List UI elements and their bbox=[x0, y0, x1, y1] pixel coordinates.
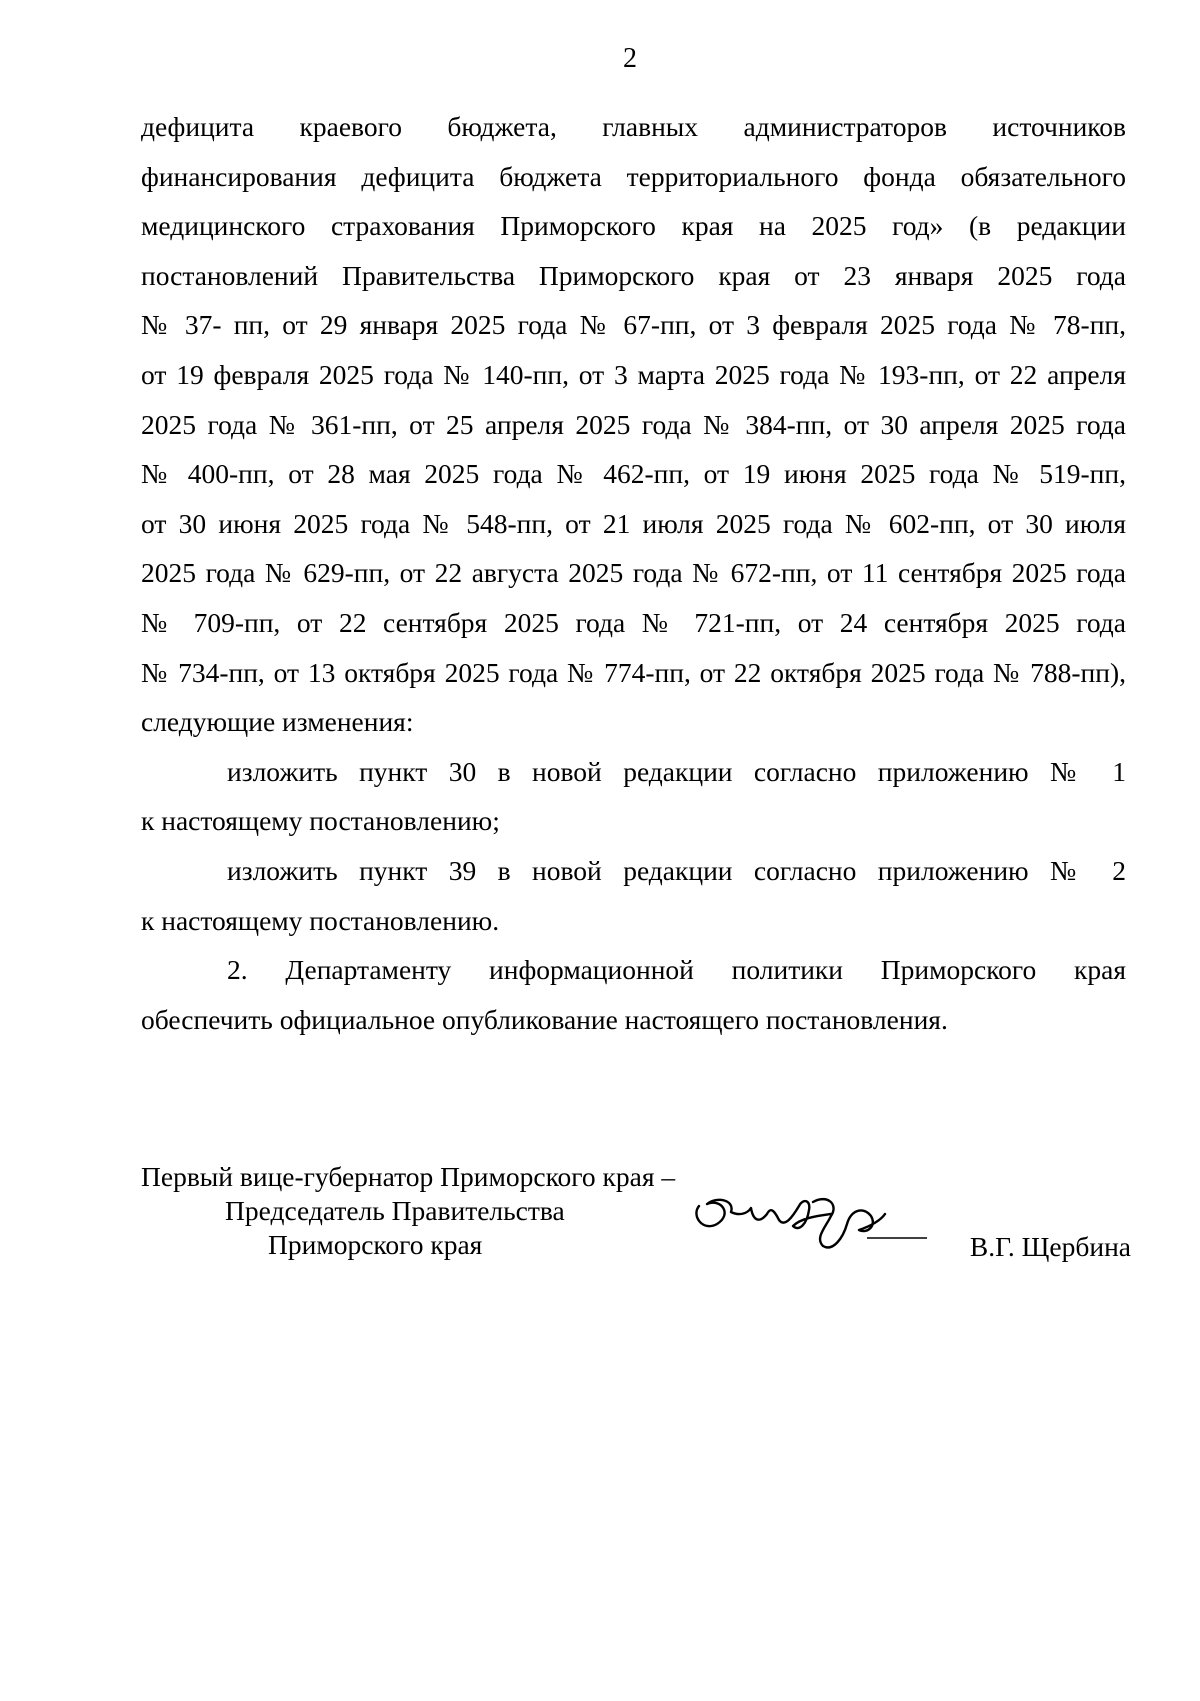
body-line: от 30 июня 2025 года № 548-пп, от 21 июля 2025 года № 602-пп, от 30 июля bbox=[141, 507, 1126, 539]
page-number: 2 bbox=[623, 43, 637, 74]
signature-block bbox=[141, 1160, 1131, 1270]
signatory-title-line: Председатель Правительства bbox=[225, 1195, 565, 1226]
body-line: финансирования дефицита бюджета территориального фонда обязательного bbox=[141, 160, 1126, 192]
signatory-title-line: Приморского края bbox=[268, 1229, 483, 1260]
body-line: № 400-пп, от 28 мая 2025 года № 462-пп, от 19 июня 2025 года № 519-пп, bbox=[141, 458, 1126, 490]
document-body bbox=[141, 102, 1126, 1044]
body-line: к настоящему постановлению. bbox=[141, 904, 500, 936]
body-line: № 37- пп, от 29 января 2025 года № 67-пп, от 3 февраля 2025 года № 78-пп, bbox=[141, 309, 1126, 341]
signatory-name: В.Г. Щербина bbox=[969, 1231, 1131, 1262]
body-line: дефицита краевого бюджета, главных администраторов источников bbox=[141, 111, 1126, 142]
body-line: медицинского страхования Приморского края на 2025 год» (в редакции bbox=[141, 210, 1126, 242]
body-line: 2. Департаменту информационной политики Приморского края bbox=[227, 954, 1126, 986]
signatory-title-line: Первый вице-губернатор Приморского края – bbox=[141, 1161, 676, 1192]
body-line: к настоящему постановлению; bbox=[141, 805, 500, 837]
handwritten-signature bbox=[681, 1176, 931, 1256]
body-line: 2025 года № 629-пп, от 22 августа 2025 года № 672-пп, от 11 сентября 2025 года bbox=[141, 557, 1126, 589]
body-line: № 709-пп, от 22 сентября 2025 года № 721-пп, от 24 сентября 2025 года bbox=[141, 606, 1126, 638]
body-line: 2025 года № 361-пп, от 25 апреля 2025 года № 384-пп, от 30 апреля 2025 года bbox=[141, 408, 1126, 440]
body-line: № 734-пп, от 13 октября 2025 года № 774-пп, от 22 октября 2025 года № 788-пп), bbox=[141, 656, 1126, 688]
body-line: от 19 февраля 2025 года № 140-пп, от 3 марта 2025 года № 193-пп, от 22 апреля bbox=[141, 358, 1126, 390]
body-line: обеспечить официальное опубликование настоящего постановления. bbox=[141, 1003, 948, 1035]
body-line: следующие изменения: bbox=[141, 706, 414, 738]
body-line: изложить пункт 39 в новой редакции согласно приложению № 2 bbox=[227, 854, 1126, 886]
body-line: постановлений Правительства Приморского края от 23 января 2025 года bbox=[141, 259, 1126, 291]
body-line: изложить пункт 30 в новой редакции согласно приложению № 1 bbox=[227, 755, 1126, 787]
